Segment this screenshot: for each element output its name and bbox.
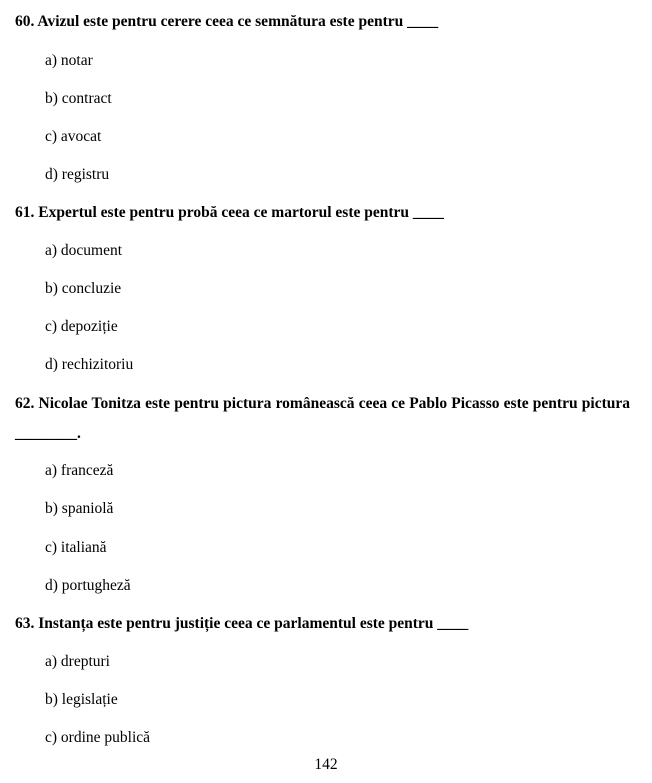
question-62: 62. Nicolae Tonitza este pentru pictura românească ceea ce Pablo Picasso este pentru pictura ________. [15, 395, 630, 442]
option-60-b: b) contract [45, 90, 112, 107]
option-61-d: d) rechizitoriu [45, 356, 134, 373]
option-63-a: a) drepturi [45, 653, 110, 670]
option-60-c: c) avocat [45, 128, 102, 145]
option-62-d: d) portugheză [45, 577, 131, 594]
question-63: 63. Instanța este pentru justiție ceea ce parlamentul este pentru ____ [15, 615, 469, 632]
option-62-c: c) italiană [45, 539, 107, 556]
option-63-c: c) ordine publică [45, 729, 151, 746]
option-60-a: a) notar [45, 52, 93, 69]
question-60: 60. Avizul este pentru cerere ceea ce semnătura este pentru ____ [15, 13, 439, 30]
option-62-a: a) franceză [45, 462, 114, 479]
option-61-b: b) concluzie [45, 280, 122, 297]
option-60-d: d) registru [45, 166, 110, 183]
option-61-a: a) document [45, 242, 123, 259]
page-number: 142 [314, 756, 338, 773]
option-63-b: b) legislație [45, 691, 118, 708]
question-61: 61. Expertul este pentru probă ceea ce martorul este pentru ____ [15, 204, 444, 221]
option-62-b: b) spaniolă [45, 500, 114, 517]
option-61-c: c) depoziție [45, 318, 118, 335]
